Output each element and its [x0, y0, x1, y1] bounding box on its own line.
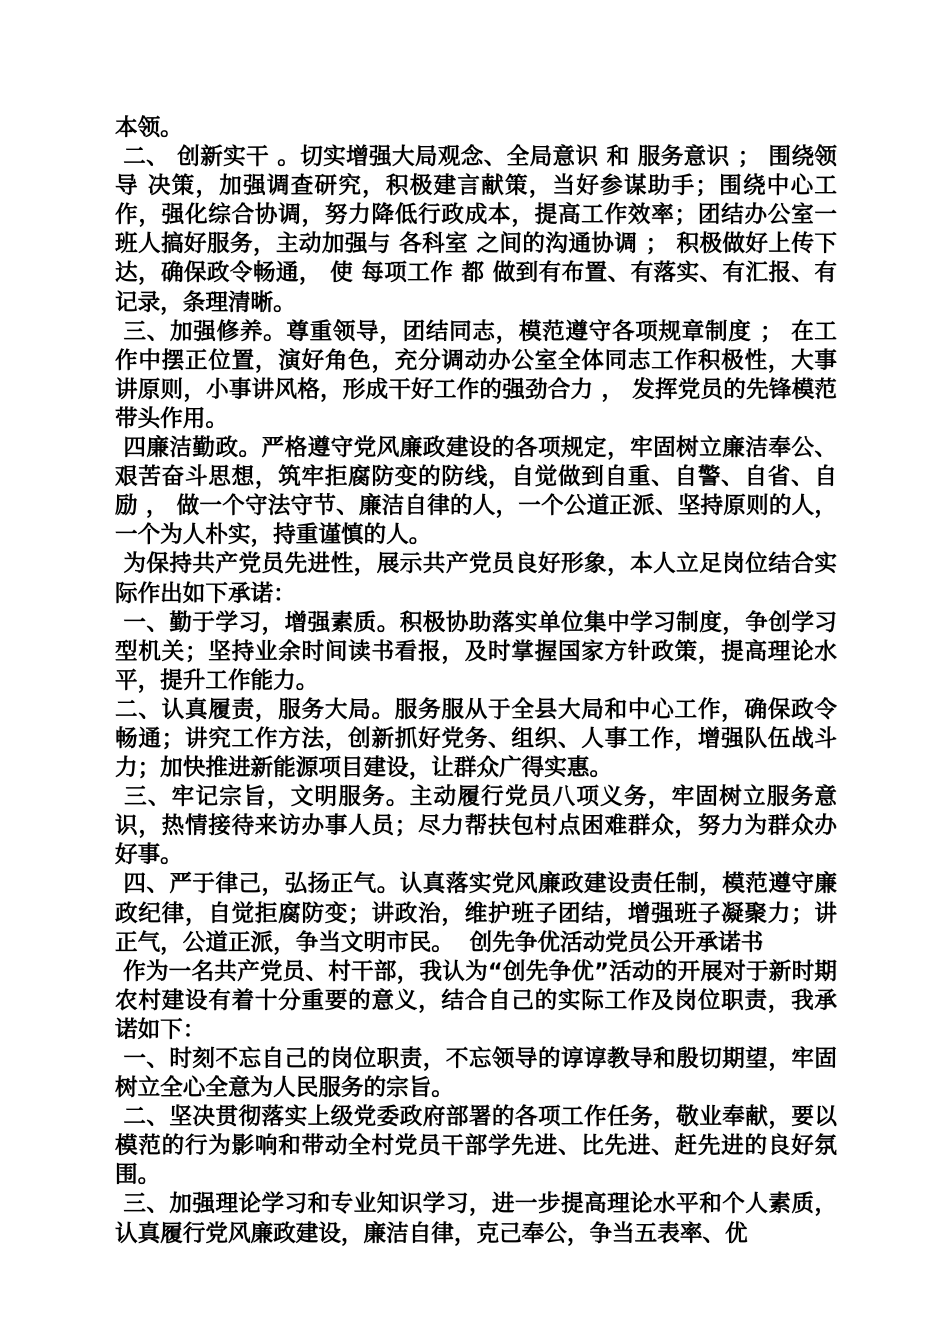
paragraph: 三、牢记宗旨，文明服务。主动履行党员八项义务，牢固树立服务意识，热情接待来访办事人员；尽力帮扶包村点困难群众，努力为群众办好事。: [115, 784, 837, 869]
paragraph: 一、时刻不忘自己的岗位职责，不忘领导的谆谆教导和殷切期望，牢固树立全心全意为人民服务的宗旨。: [115, 1046, 837, 1102]
paragraph: 一、勤于学习，增强素质。积极协助落实单位集中学习制度，争创学习型机关；坚持业余时间读书看报，及时掌握国家方针政策，提高理论水平，提升工作能力。: [115, 609, 837, 694]
paragraph: 为保持共产党员先进性，展示共产党员良好形象，本人立足岗位结合实际作出如下承诺：: [115, 551, 837, 607]
paragraph: 二、坚决贯彻落实上级党委政府部署的各项工作任务，敬业奉献，要以模范的行为影响和带动全村党员干部学先进、比先进、赶先进的良好氛围。: [115, 1104, 837, 1189]
paragraph: 本领。: [115, 115, 183, 141]
paragraph: 二、认真履责，服务大局。服务服从于全县大局和中心工作，确保政令畅通；讲究工作方法，创新抓好党务、组织、人事工作，增强队伍战斗力；加快推进新能源项目建设，让群众广得实惠。: [115, 696, 837, 782]
paragraph: 四、严于律己，弘扬正气。认真落实党风廉政建设责任制，模范遵守廉政纪律，自觉拒腐防变；讲政治，维护班子团结，增强班子凝聚力；讲正气，公道正派，争当文明市民。 创先争优活动党员公开承诺书: [115, 871, 837, 956]
paragraph: 二、 创新实干 。切实增强大局观念、全局意识 和 服务意识 ； 围绕领导 决策，加强调查研究，积极建言献策，当好参谋助手；围绕中心工作，强化综合协调，努力降低行政成本，提高工作效率；团结办公室一班人搞好服务，主动加强与 各科室 之间的沟通协调 ； 积极做好上传下达，确保政令畅通， 使 每项工作 都 做到有布置、有落实、有汇报、有记录，条理清晰。: [115, 144, 837, 316]
paragraph: 三、加强修养。尊重领导，团结同志，模范遵守各项规章制度 ； 在工作中摆正位置，演好角色，充分调动办公室全体同志工作积极性，大事讲原则，小事讲风格，形成干好工作的强劲合力 ， 发挥党员的先锋模范带头作用。: [115, 318, 837, 432]
paragraph: 三、加强理论学习和专业知识学习，进一步提高理论水平和个人素质，认真履行党风廉政建设，廉洁自律，克己奉公，争当五表率、优: [115, 1191, 837, 1247]
paragraph: 作为一名共产党员、村干部，我认为“创先争优”活动的开展对于新时期农村建设有着十分重要的意义，结合自己的实际工作及岗位职责，我承诺如下：: [115, 958, 837, 1043]
document-body: [115, 114, 837, 1249]
paragraph: 四廉洁勤政。严格遵守党风廉政建设的各项规定，牢固树立廉洁奉公、艰苦奋斗思想，筑牢拒腐防变的防线，自觉做到自重、自警、自省、自励 ， 做一个守法守节、廉洁自律的人，一个公道正派、坚持原则的人，一个为人朴实，持重谨慎的人。: [115, 435, 837, 549]
